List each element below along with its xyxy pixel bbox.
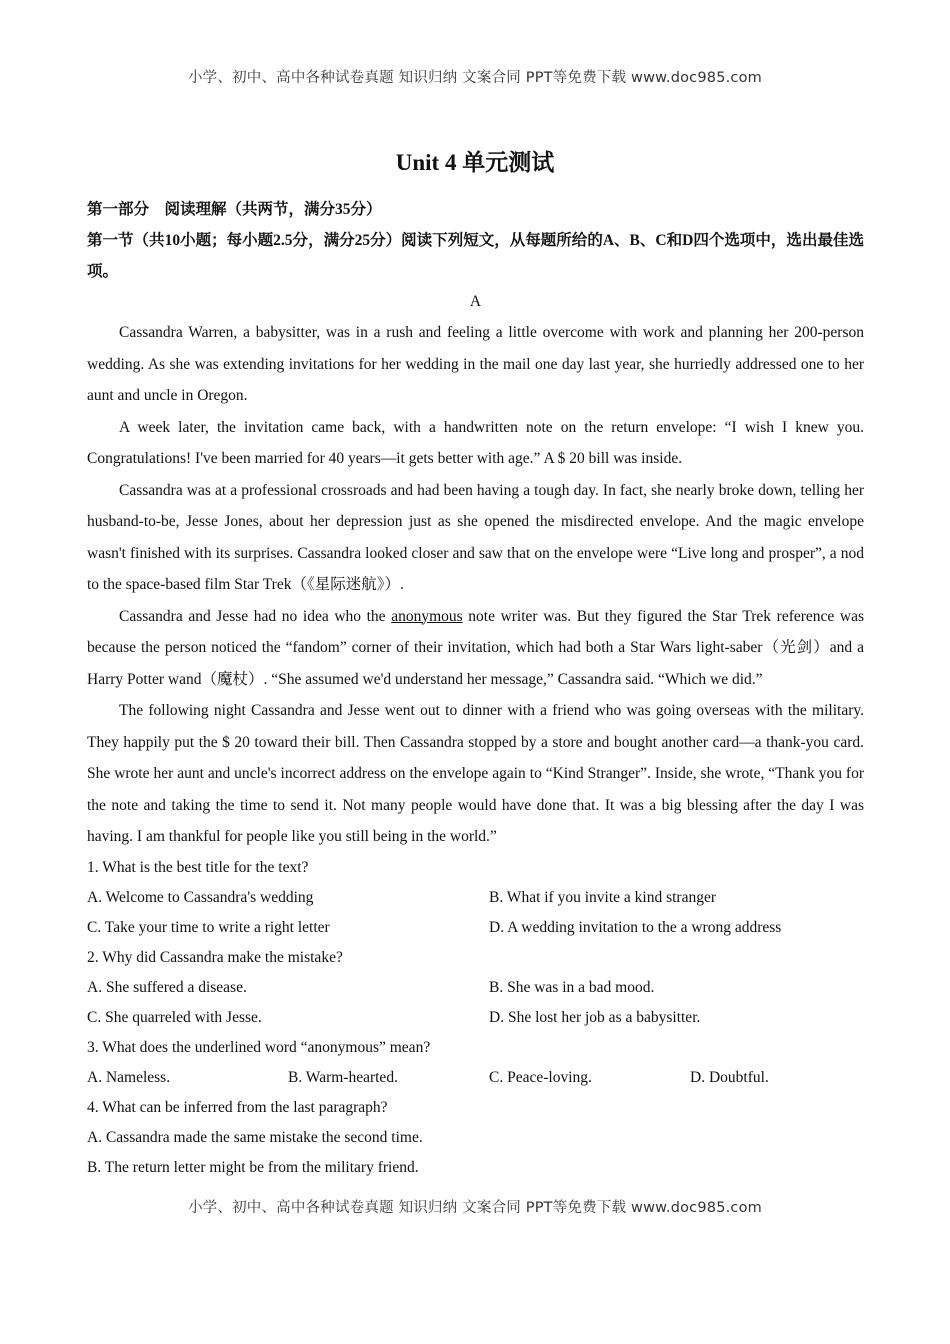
- option: B. What if you invite a kind stranger: [489, 888, 716, 906]
- section-heading: 第一节（共10小题；每小题2.5分，满分25分）阅读下列短文，从每题所给的A、B、C和D四个选项中，选出最佳选项。: [87, 232, 864, 280]
- option: C. Peace-loving.: [489, 1068, 592, 1086]
- passage-label: A: [469, 293, 482, 310]
- option: B. She was in a bad mood.: [489, 978, 655, 996]
- passage-paragraph-3: Cassandra was at a professional crossroads and had been having a tough day. In fact, she nearly broke down, telling her husband-to-be, Jesse Jones, about her depression just as she opened the misdirected envelope. And the magic envelope wasn't finished with its surprises. Cassandra looked closer and saw that on the envelope were “Live long and prosper”, a nod to the space-based film Star Trek（《星际迷航》）.: [87, 481, 864, 593]
- part-heading: 第一部分 阅读理解（共两节，满分35分）: [87, 201, 382, 218]
- option: B. Warm-hearted.: [288, 1068, 398, 1086]
- passage-paragraph-1: Cassandra Warren, a babysitter, was in a rush and feeling a little overcome with work and planning her 200-person wedding. As she was extending invitations for her wedding in the mail one day last year, she hurriedly addressed one to her aunt and uncle in Oregon.: [87, 324, 864, 404]
- paragraph-text: Cassandra and Jesse had no idea who the: [119, 607, 392, 625]
- option: C. Take your time to write a right letter: [87, 918, 330, 936]
- underlined-word: anonymous: [391, 607, 463, 625]
- page-footer: 小学、初中、高中各种试卷真题 知识归纳 文案合同 PPT等免费下载 www.doc985.com: [187, 1200, 763, 1216]
- exam-content: [87, 194, 864, 1183]
- page-header: 小学、初中、高中各种试卷真题 知识归纳 文案合同 PPT等免费下载 www.doc985.com: [187, 70, 763, 86]
- option: A. Welcome to Cassandra's wedding: [87, 888, 314, 906]
- option: D. She lost her job as a babysitter.: [489, 1008, 701, 1026]
- question-stem: 3. What does the underlined word “anonymous” mean?: [87, 1038, 431, 1056]
- passage-paragraph-4: [87, 601, 864, 696]
- question-stem: 2. Why did Cassandra make the mistake?: [87, 948, 343, 966]
- question-options: [87, 973, 864, 1033]
- question-options: [87, 1063, 864, 1093]
- option: A. She suffered a disease.: [87, 978, 247, 996]
- option: A. Nameless.: [87, 1068, 171, 1086]
- option: D. Doubtful.: [690, 1068, 769, 1086]
- passage-paragraph-2: A week later, the invitation came back, with a handwritten note on the return envelope: “I wish I knew you. Congratulations! I've been married for 40 years—it gets better with age.” A $ 20 bill was inside.: [87, 418, 864, 467]
- option: B. The return letter might be from the military friend.: [87, 1158, 419, 1176]
- option: C. She quarreled with Jesse.: [87, 1008, 262, 1026]
- question-stem: 4. What can be inferred from the last paragraph?: [87, 1098, 388, 1116]
- question-options: [87, 883, 864, 943]
- option: D. A wedding invitation to the a wrong address: [489, 918, 782, 936]
- question-stem: 1. What is the best title for the text?: [87, 858, 309, 876]
- paragraph-text: note writer was. But they figured the Star Trek reference was because the person noticed the “fandom” corner of their invitation, which had both a Star Wars light-saber（光剑）and a Harry Potter wand（魔杖）. “She assumed we'd understand her message,” Cassandra said. “Which we did.”: [87, 607, 865, 688]
- option: A. Cassandra made the same mistake the second time.: [87, 1128, 423, 1146]
- passage-paragraph-5: The following night Cassandra and Jesse went out to dinner with a friend who was going overseas with the military. They happily put the $ 20 toward their bill. Then Cassandra stopped by a store and bought another card—a thank-you card. She wrote her aunt and uncle's incorrect address on the envelope again to “Kind Stranger”. Inside, she wrote, “Thank you for the note and taking the time to send it. Not many people would have done that. It was a big blessing after the day I was having. I am thankful for people like you still being in the world.”: [87, 702, 864, 845]
- page-title: Unit 4 单元测试: [395, 150, 555, 175]
